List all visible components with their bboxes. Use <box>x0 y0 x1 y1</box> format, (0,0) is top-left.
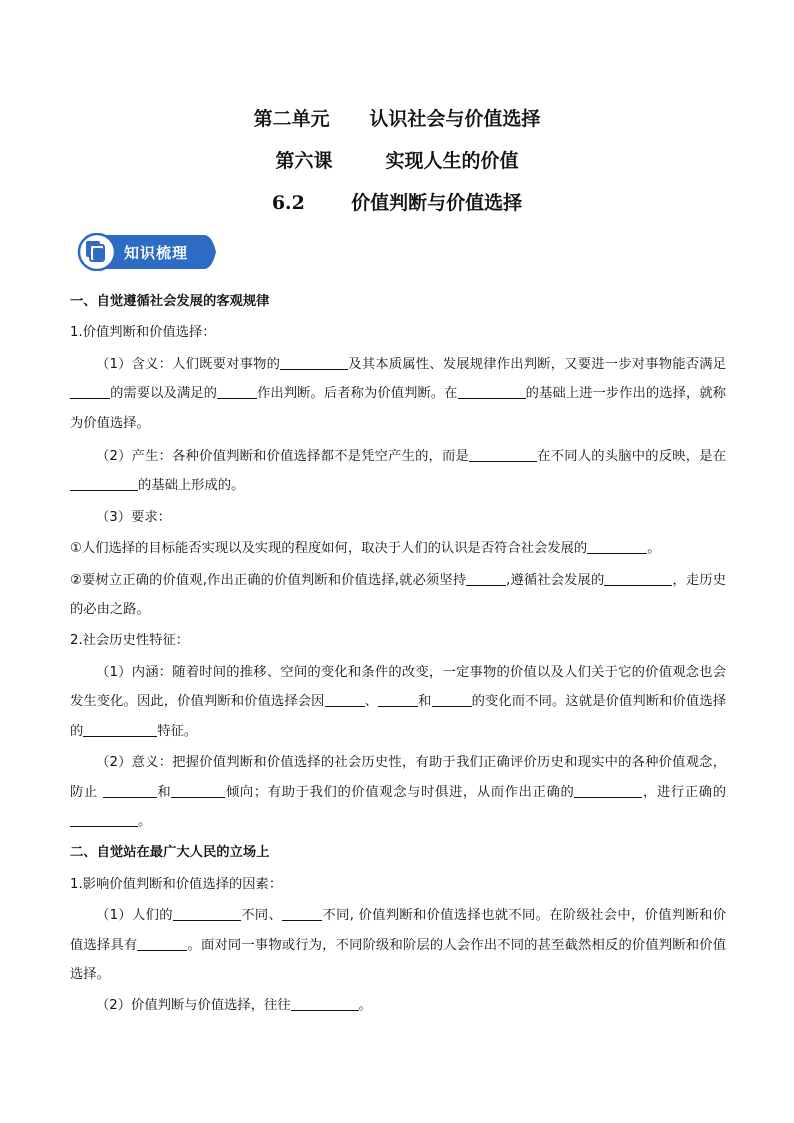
text-run: 不同、 <box>240 908 283 924</box>
text-run: ,遵循社会发展的 <box>506 572 605 588</box>
fill-blank[interactable] <box>587 539 647 554</box>
badge-label: 知识梳理 <box>124 244 189 262</box>
fill-blank[interactable] <box>325 692 365 707</box>
subheading-2-1: 1.影响价值判断和价值选择的因素： <box>70 876 283 892</box>
content-body <box>70 287 726 1021</box>
unit-title: 第二单元 认识社会与价值选择 <box>253 108 541 130</box>
section-title: 6.2 价值判断与价值选择 <box>271 192 523 214</box>
text-run: 的基础上进一步作出的选择，就称为价值选择。 <box>70 386 727 431</box>
text-run: 。面对同一事物或行为，不同阶级和阶层的人会作出不同的甚至截然相反的价值判断和价值选择。 <box>70 937 727 982</box>
text-run: 的基础上形成的。 <box>138 478 245 494</box>
fill-blank[interactable] <box>137 936 187 951</box>
text-run: 不同, 价值判断和价值选择也就不同。在阶级社会中，价值判断和价值选择具有 <box>70 908 727 953</box>
fill-blank[interactable] <box>604 571 672 586</box>
text-run: 。 <box>647 541 661 557</box>
subheading-1-2: 2.社会历史性特征： <box>70 633 190 649</box>
paragraph-requirement-1 <box>70 534 726 563</box>
paragraph-requirements: （3）要求： <box>96 509 171 525</box>
fill-blank[interactable] <box>466 571 506 586</box>
paragraph-factors <box>70 901 726 989</box>
text-run: 的变化而不同。这就是价值判断和价值选择的 <box>70 694 727 739</box>
text-run: 在不同人的头脑中的反映，是在 <box>537 449 727 465</box>
paragraph-requirement-2 <box>70 566 726 625</box>
text-run: 、 <box>364 694 379 710</box>
fill-blank[interactable] <box>83 722 157 737</box>
paragraph-origin <box>70 442 726 501</box>
subheading-1-1: 1.价值判断和价值选择： <box>70 325 216 341</box>
text-run: 特征。 <box>157 723 198 739</box>
section-heading-1: 一、自觉遵循社会发展的客观规律 <box>70 294 270 309</box>
text-run: （2）意义：把握价值判断和价值选择的社会历史性，有助于我们正确评价历史和现实中的各种价值观念，防止 <box>70 755 726 800</box>
fill-blank[interactable] <box>70 476 138 491</box>
fill-blank[interactable] <box>469 447 537 462</box>
paragraph-significance <box>70 748 726 836</box>
text-run: （2）价值判断与价值选择，往往 <box>96 998 291 1014</box>
text-run: 。 <box>358 998 372 1014</box>
fill-blank[interactable] <box>103 783 157 798</box>
text-run: ①人们选择的目标能否实现以及实现的程度如何，取决于人们的认识是否符合社会发展的 <box>70 541 588 557</box>
lesson-title: 第六课 实现人生的价值 <box>275 150 519 172</box>
text-run: （1）人们的 <box>96 908 173 924</box>
fill-blank[interactable] <box>70 384 110 399</box>
text-run: （1）内涵：随着时间的推移、空间的变化和条件的改变，一定事物的价值以及人们关于它的价值观念也会发生变化。因此，价值判断和价值选择会因 <box>70 664 726 710</box>
fill-blank[interactable] <box>291 996 359 1011</box>
fill-blank[interactable] <box>458 384 526 399</box>
fill-blank[interactable] <box>282 906 322 921</box>
fill-blank[interactable] <box>574 783 642 798</box>
paragraph-connotation <box>70 658 726 746</box>
text-run: ，进行正确的 <box>642 784 727 800</box>
text-run: 作出判断。后者称为价值判断。在 <box>257 386 458 402</box>
fill-blank[interactable] <box>70 812 138 827</box>
fill-blank[interactable] <box>171 783 225 798</box>
text-run: （1）含义：人们既要对事物的 <box>96 356 281 372</box>
paragraph-conflict <box>70 991 726 1020</box>
text-run: 和 <box>156 784 172 800</box>
text-run: 及其本质属性、发展规律作出判断，又要进一步对事物能否满足 <box>348 356 726 372</box>
documents-icon <box>76 233 118 271</box>
text-run: ②要树立正确的价值观,作出正确的价值判断和价值选择,就必须坚持 <box>70 572 467 588</box>
section-heading-2: 二、自觉站在最广大人民的立场上 <box>70 845 270 861</box>
text-run: 。 <box>138 813 152 829</box>
paragraph-definition <box>70 350 726 438</box>
text-run: 的需要以及满足的 <box>110 386 217 402</box>
text-run: ，走历史的必由之路。 <box>70 572 726 618</box>
fill-blank[interactable] <box>173 906 241 921</box>
fill-blank[interactable] <box>280 355 348 370</box>
text-run: 倾向；有助于我们的价值观念与时俱进，从而作出正确的 <box>225 784 575 800</box>
fill-blank[interactable] <box>217 384 257 399</box>
text-run: 和 <box>418 694 432 710</box>
fill-blank[interactable] <box>432 692 472 707</box>
text-run: （2）产生：各种价值判断和价值选择都不是凭空产生的，而是 <box>96 449 470 465</box>
knowledge-review-badge <box>76 233 218 271</box>
fill-blank[interactable] <box>378 692 418 707</box>
